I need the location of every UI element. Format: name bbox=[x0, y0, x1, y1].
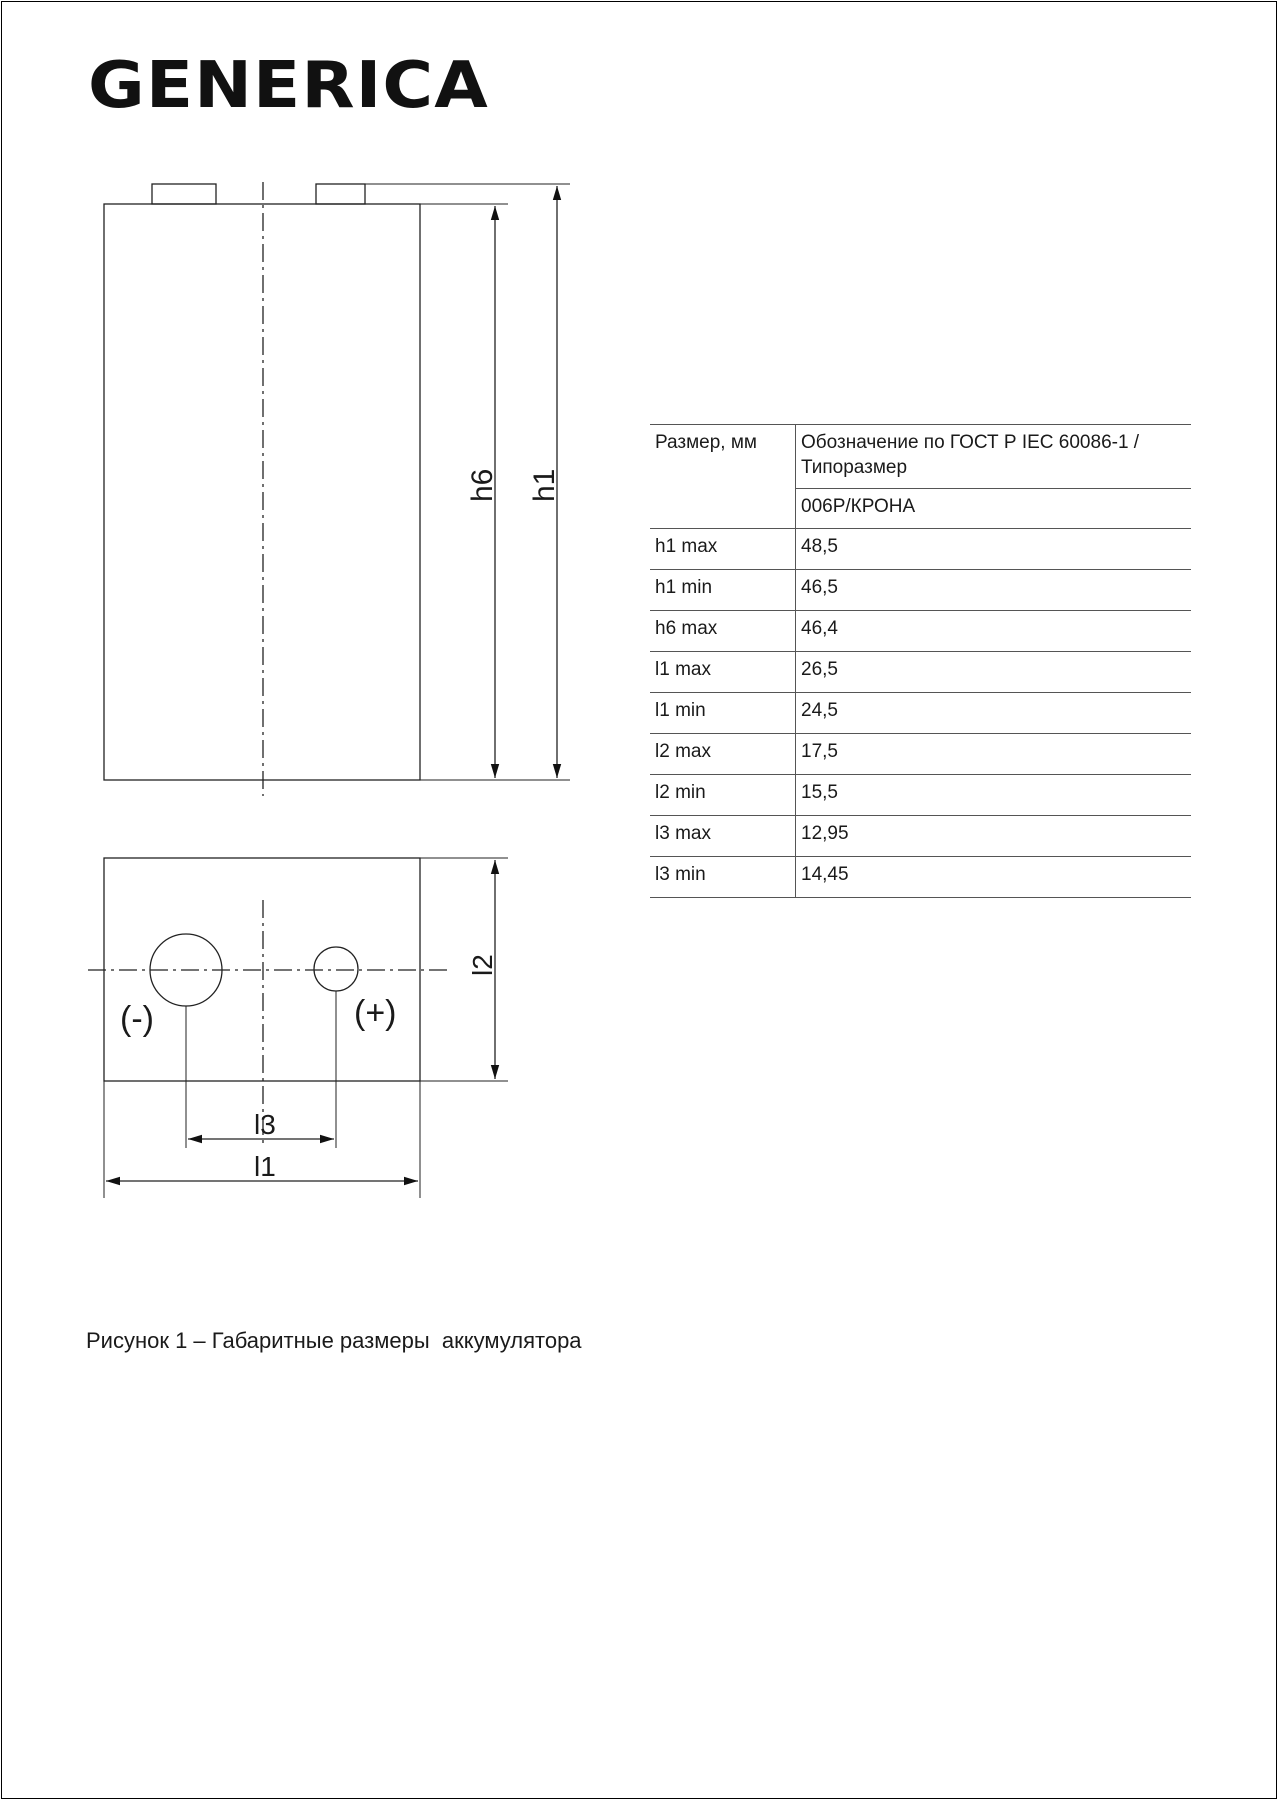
table-row bbox=[650, 529, 1191, 570]
value-cell: 46,5 bbox=[796, 570, 1192, 611]
table-row bbox=[650, 611, 1191, 652]
dimensions-table bbox=[650, 424, 1191, 898]
param-cell: l2 max bbox=[650, 734, 796, 775]
battery-type-cell: 006P/КРОНА bbox=[796, 489, 1192, 529]
param-cell: l3 max bbox=[650, 816, 796, 857]
value-cell: 12,95 bbox=[796, 816, 1192, 857]
table-row bbox=[650, 693, 1191, 734]
battery-front-view bbox=[104, 182, 570, 796]
brand-logo: GENERICA bbox=[88, 49, 489, 123]
param-cell: l1 max bbox=[650, 652, 796, 693]
positive-terminal-circle bbox=[314, 947, 358, 991]
value-cell: 17,5 bbox=[796, 734, 1192, 775]
table-row bbox=[650, 570, 1191, 611]
terminal-negative-top bbox=[152, 184, 216, 204]
param-cell: l3 min bbox=[650, 857, 796, 898]
value-cell: 46,4 bbox=[796, 611, 1192, 652]
l3-label: l3 bbox=[254, 1109, 276, 1140]
table-row bbox=[650, 734, 1191, 775]
size-column-header: Размер, мм bbox=[650, 425, 796, 529]
param-cell: l1 min bbox=[650, 693, 796, 734]
minus-terminal-label: (-) bbox=[120, 1000, 154, 1038]
terminal-positive-top bbox=[316, 184, 365, 204]
value-cell: 14,45 bbox=[796, 857, 1192, 898]
param-cell: l2 min bbox=[650, 775, 796, 816]
battery-body-outline bbox=[104, 204, 420, 780]
h6-label: h6 bbox=[466, 468, 499, 502]
table-header-row bbox=[650, 425, 1191, 489]
param-cell: h1 min bbox=[650, 570, 796, 611]
value-cell: 15,5 bbox=[796, 775, 1192, 816]
figure-caption: Рисунок 1 – Габаритные размеры аккумулятора bbox=[86, 1328, 582, 1353]
value-cell: 26,5 bbox=[796, 652, 1192, 693]
value-cell: 48,5 bbox=[796, 529, 1192, 570]
param-cell: h1 max bbox=[650, 529, 796, 570]
l2-label: l2 bbox=[467, 954, 498, 976]
param-cell: h6 max bbox=[650, 611, 796, 652]
l1-label: l1 bbox=[254, 1151, 276, 1182]
table-row bbox=[650, 652, 1191, 693]
designation-column-header: Обозначение по ГОСТ Р IEC 60086-1 / Типоразмер bbox=[796, 425, 1192, 489]
value-cell: 24,5 bbox=[796, 693, 1192, 734]
h1-label: h1 bbox=[528, 468, 561, 502]
table-row bbox=[650, 775, 1191, 816]
table-row bbox=[650, 816, 1191, 857]
plus-terminal-label: (+) bbox=[354, 994, 397, 1032]
table-row bbox=[650, 857, 1191, 898]
